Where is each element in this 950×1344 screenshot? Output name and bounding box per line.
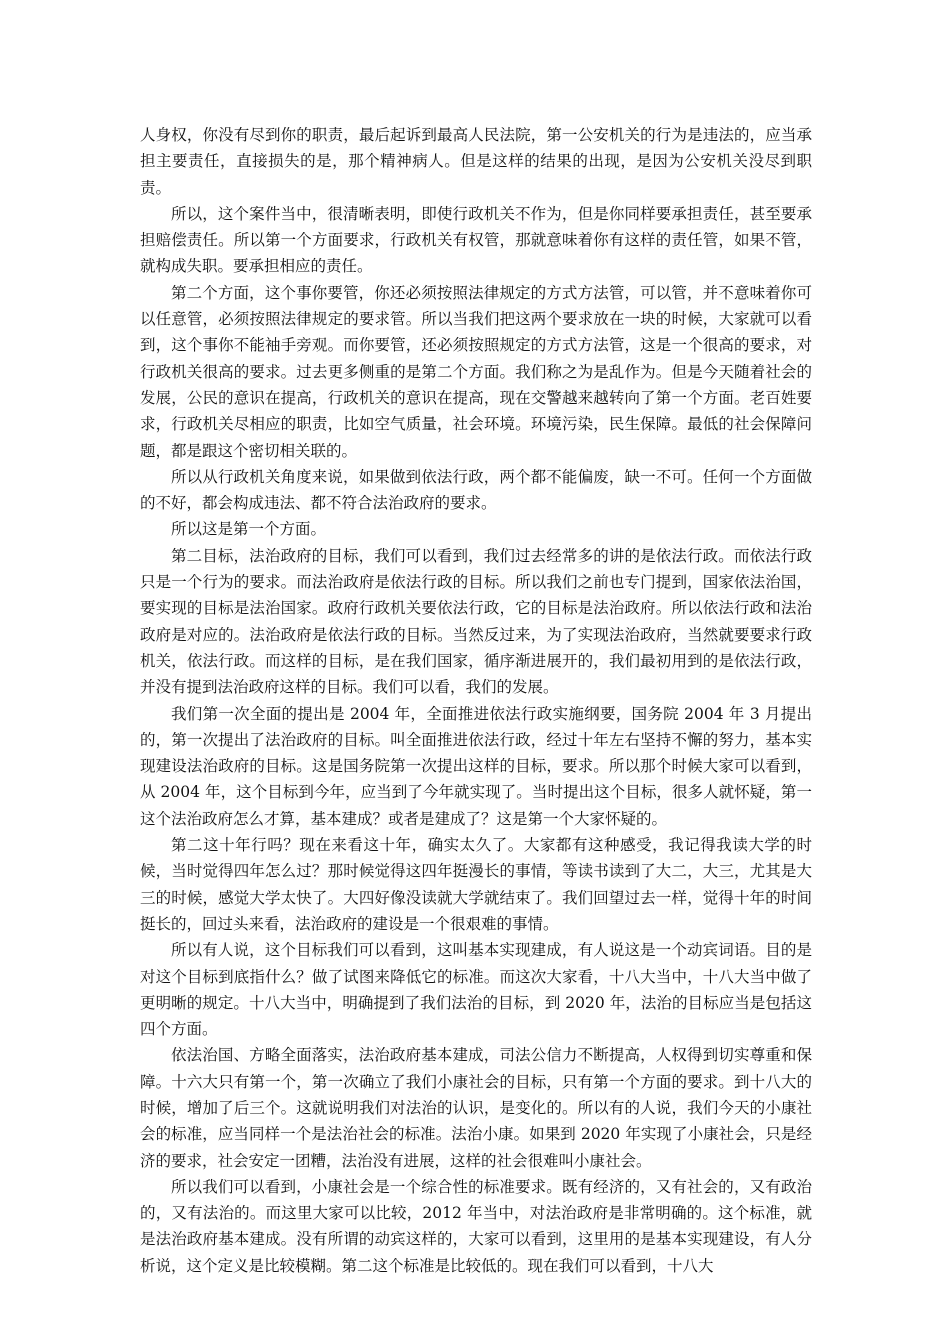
paragraph: 所以我们可以看到，小康社会是一个综合性的标准要求。既有经济的，又有社会的，又有政治的，又有法治的。而这里大家可以比较，2012 年当中，对法治政府是非常明确的。这个标准，就是法治政府基本建成。没有所谓的动宾这样的，大家可以看到，这里用的是基本实现建设，有人分析说，这个定义是比较模糊。第二这个标准是比较低的。现在我们可以看到，十八大 [140,1177,812,1275]
paragraph: 依法治国、方略全面落实，法治政府基本建成，司法公信力不断提高，人权得到切实尊重和保障。十六大只有第一个，第一次确立了我们小康社会的目标，只有第一个方面的要求。到十八大的时候，增加了后三个。这就说明我们对法治的认识，是变化的。所以有的人说，我们今天的小康社会的标准，应当同样一个是法治社会的标准。法治小康。如果到 2020 年实现了小康社会，只是经济的要求，社会安定一团糟，法治没有进展，这样的社会很难叫小康社会。 [140,1046,812,1170]
paragraph: 第二这十年行吗？现在来看这十年，确实太久了。大家都有这种感受，我记得我读大学的时候，当时觉得四年怎么过？那时候觉得这四年挺漫长的事情，等读书读到了大二，大三，尤其是大三的时候，感觉大学太快了。大四好像没读就大学就结束了。我们回望过去一样，觉得十年的时间挺长的，回过头来看，法治政府的建设是一个很艰难的事情。 [140,836,812,933]
paragraph: 所以，这个案件当中，很清晰表明，即使行政机关不作为，但是你同样要承担责任，甚至要承担赔偿责任。所以第一个方面要求，行政机关有权管，那就意味着你有这样的责任管，如果不管，就构成失职。要承担相应的责任。 [140,204,812,276]
paragraph: 我们第一次全面的提出是 2004 年，全面推进依法行政实施纲要，国务院 2004 年 3 月提出的，第一次提出了法治政府的目标。叫全面推进依法行政，经过十年左右坚持不懈的努力，基本实现建设法治政府的目标。这是国务院第一次提出这样的目标，要求。所以那个时候大家可以看到，从 2004 年，这个目标到今年，应当到了今年就实现了。当时提出这个目标，很多人就怀疑，第一这个法治政府怎么才算，基本建成？或者是建成了？这是第一个大家怀疑的。 [140,704,812,828]
paragraph: 所以从行政机关角度来说，如果做到依法行政，两个都不能偏废，缺一不可。任何一个方面做的不好，都会构成违法、都不符合法治政府的要求。 [140,467,812,513]
paragraph: 人身权，你没有尽到你的职责，最后起诉到最高人民法院，第一公安机关的行为是违法的，应当承担主要责任，直接损失的是，那个精神病人。但是这样的结果的出现，是因为公安机关没尽到职责。 [140,126,812,197]
paragraph: 所以有人说，这个目标我们可以看到，这叫基本实现建成，有人说这是一个动宾词语。目的是对这个目标到底指什么？做了试图来降低它的标准。而这次大家看，十八大当中，十八大当中做了更明晰的规定。十八大当中，明确提到了我们法治的目标，到 2020 年，法治的目标应当是包括这四个方面。 [140,941,812,1039]
paragraph: 第二目标，法治政府的目标，我们可以看到，我们过去经常多的讲的是依法行政。而依法行政只是一个行为的要求。而法治政府是依法行政的目标。所以我们之前也专门提到，国家依法治国，要实现的目标是法治国家。政府行政机关要依法行政，它的目标是法治政府。所以依法行政和法治政府是对应的。法治政府是依法行政的目标。当然反过来，为了实现法治政府，当然就要要求行政机关，依法行政。而这样的目标，是在我们国家，循序渐进展开的，我们最初用到的是依法行政，并没有提到法治政府这样的目标。我们可以看，我们的发展。 [140,546,812,697]
paragraph: 所以这是第一个方面。 [171,520,327,539]
document-body [140,122,812,1279]
paragraph: 第二个方面，这个事你要管，你还必须按照法律规定的方式方法管，可以管，并不意味着你可以任意管，必须按照法律规定的要求管。所以当我们把这两个要求放在一块的时候，大家就可以看到，这个事你不能袖手旁观。而你要管，还必须按照规定的方式方法管，这是一个很高的要求，对行政机关很高的要求。过去更多侧重的是第二个方面。我们称之为是乱作为。但是今天随着社会的发展，公民的意识在提高，行政机关的意识在提高，现在交警越来越转向了第一个方面。老百姓要求，行政机关尽相应的职责，比如空气质量，社会环境。环境污染，民生保障。最低的社会保障问题，都是跟这个密切相关联的。 [140,283,812,460]
